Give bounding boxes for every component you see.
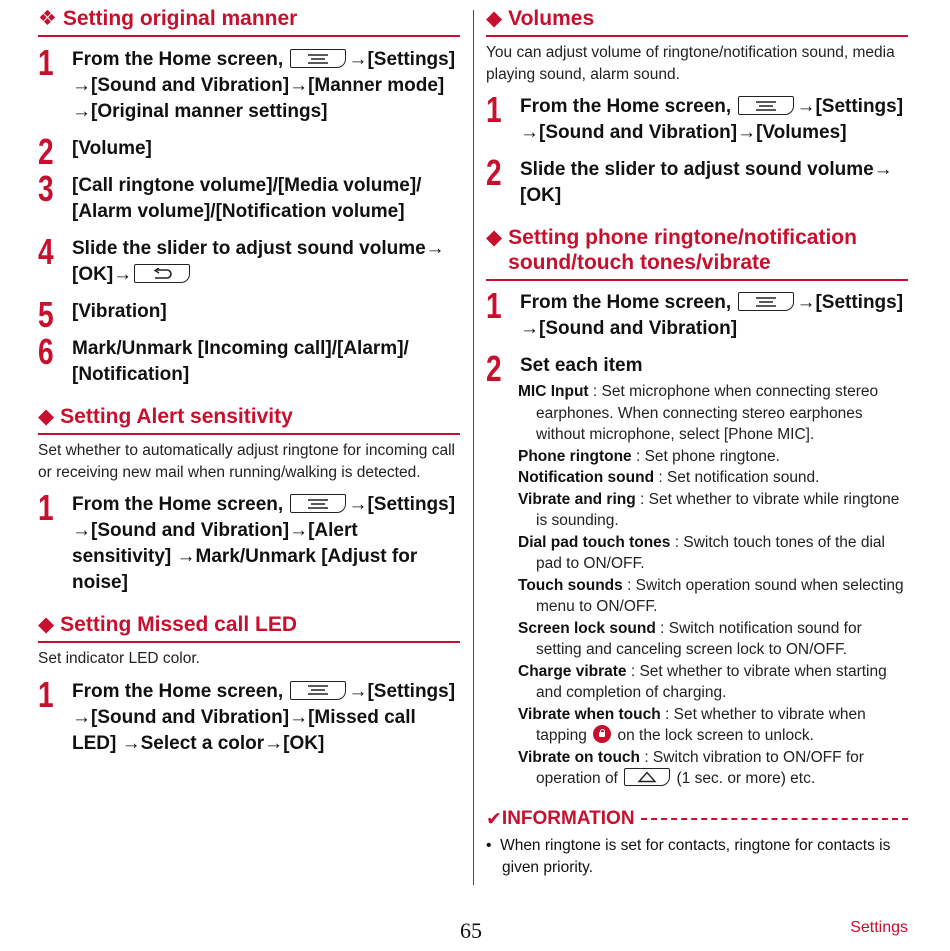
step-1 — [38, 487, 460, 596]
item-term: Vibrate when touch — [518, 705, 661, 723]
item-term: Vibrate and ring — [518, 490, 636, 508]
menu-key-icon — [290, 494, 346, 513]
menu-key-icon — [290, 49, 346, 68]
check-icon: ✔ — [486, 808, 502, 830]
item-term: Screen lock sound — [518, 619, 656, 637]
item-term: Dial pad touch tones — [518, 533, 671, 551]
page-number: 65 — [460, 918, 482, 943]
list-item — [518, 467, 908, 489]
item-desc: : Set notification sound. — [654, 469, 820, 486]
item-term: MIC Input — [518, 383, 589, 400]
item-desc: on the lock screen to unlock. — [613, 727, 814, 744]
item-term: Charge vibrate — [518, 662, 627, 680]
step-text: Slide the slider to adjust sound volume→ [OK] — [520, 159, 893, 206]
item-desc: (1 sec. or more) etc. — [672, 770, 816, 787]
step-1 — [38, 673, 460, 757]
information-text: When ringtone is set for contacts, ringtone for contacts is given priority. — [500, 836, 891, 876]
step-text: →[Settings] →[Sound and Vibration]→[Volumes] — [520, 96, 904, 143]
item-desc: : Switch vibration to ON/OFF for operation of — [536, 748, 864, 787]
step-text: From the Home screen, — [72, 494, 289, 515]
step-text: [Volume] — [72, 138, 152, 159]
menu-key-icon — [290, 681, 346, 700]
step-number: 4 — [38, 231, 54, 272]
item-desc: : Switch operation sound when selecting menu to ON/OFF. — [536, 576, 904, 615]
section-description: Set indicator LED color. — [38, 650, 200, 667]
section-heading-alert — [38, 404, 460, 435]
step-1 — [486, 89, 908, 146]
lock-icon — [593, 725, 611, 743]
step-number: 2 — [486, 348, 502, 389]
step-number: 1 — [38, 42, 54, 83]
step-1 — [38, 42, 460, 125]
step-text: [Call ringtone volume]/[Media volume]/ [Alarm volume]/[Notification volume] — [72, 175, 422, 222]
step-text: →[Settings] →[Sound and Vibration]→[Missed call LED] →Select a color→[OK] — [72, 680, 456, 754]
diamond-cluster-icon: ❖ — [38, 7, 57, 30]
item-term: Phone ringtone — [518, 447, 632, 465]
item-desc: : Set whether to vibrate while ringtone is sounding. — [536, 490, 900, 529]
step-number: 1 — [38, 673, 54, 715]
item-term: Touch sounds — [518, 576, 623, 594]
step-5 — [38, 294, 460, 335]
diamond-icon: ◆ — [38, 405, 55, 428]
step-text: Set each item — [520, 355, 643, 376]
step-text: Mark/Unmark [Incoming call]/[Alarm]/ [Notification] — [72, 338, 409, 385]
step-text: →[Settings] →[Sound and Vibration]→[Alert sensitivity] →Mark/Unmark [Adjust for noise] — [72, 494, 456, 593]
section-description: You can adjust volume of ringtone/notification sound, media playing sound, alarm sound. — [486, 44, 895, 83]
list-item — [518, 661, 908, 704]
step-number: 5 — [38, 294, 54, 335]
step-number: 6 — [38, 331, 54, 372]
information-heading — [486, 808, 908, 831]
section-heading-volumes — [486, 6, 908, 37]
bullet-icon: • — [486, 836, 492, 854]
list-item — [518, 575, 908, 618]
list-item — [518, 704, 908, 747]
list-item — [518, 489, 908, 532]
section-heading-manner — [38, 6, 460, 37]
step-number: 2 — [486, 152, 502, 193]
section-title: Setting Alert sensitivity — [60, 405, 293, 428]
section-title: Setting original manner — [62, 7, 298, 30]
step-text: →[Settings] →[Sound and Vibration]→[Manner mode] →[Original manner settings] — [72, 49, 456, 122]
home-key-icon — [624, 768, 670, 786]
information-note — [486, 835, 908, 879]
step-2 — [486, 348, 908, 389]
column-divider — [473, 10, 474, 885]
information-title: INFORMATION — [501, 808, 635, 829]
section-heading-ringtone — [486, 225, 908, 281]
step-1 — [486, 285, 908, 342]
item-desc: : Set microphone when connecting stereo earphones. When connecting stereo earphones without microphone, select [Phone MIC]. — [536, 383, 879, 443]
item-desc: : Set phone ringtone. — [631, 447, 780, 465]
list-item — [518, 747, 908, 790]
step-text: From the Home screen, — [72, 49, 289, 70]
section-title: Setting Missed call LED — [60, 613, 298, 636]
section-title: Setting phone ringtone/notification sound/touch tones/vibrate — [508, 226, 857, 274]
item-term: Notification sound — [518, 469, 655, 486]
step-text: Slide the slider to adjust sound volume→ [OK]→ — [72, 238, 445, 285]
step-text: From the Home screen, — [520, 96, 737, 117]
section-heading-led — [38, 612, 460, 643]
right-column — [486, 0, 908, 879]
list-item — [518, 446, 908, 468]
item-desc: : Set whether to vibrate when tapping — [536, 705, 866, 744]
back-key-icon — [134, 264, 190, 283]
list-item — [518, 381, 908, 446]
step-4 — [38, 231, 460, 288]
step-6 — [38, 331, 460, 388]
step-number: 1 — [38, 487, 54, 528]
dashed-rule — [641, 818, 908, 820]
step-text: →[Settings] →[Sound and Vibration] — [520, 292, 904, 339]
diamond-icon: ◆ — [486, 7, 503, 30]
list-item — [518, 618, 908, 661]
footer-section-label: Settings — [850, 919, 908, 936]
step-text: From the Home screen, — [520, 292, 737, 313]
menu-key-icon — [738, 96, 794, 115]
step-number: 2 — [38, 131, 54, 172]
step-text: [Vibration] — [72, 301, 167, 322]
item-term: Vibrate on touch — [518, 748, 641, 766]
step-text: From the Home screen, — [72, 680, 289, 702]
step-2 — [38, 131, 460, 172]
section-title: Volumes — [508, 7, 595, 30]
step-3 — [38, 168, 460, 225]
step-number: 1 — [486, 285, 502, 326]
item-desc: : Switch notification sound for setting and canceling screen lock to ON/OFF. — [536, 619, 862, 658]
left-column — [38, 0, 460, 757]
item-desc: : Set whether to vibrate when starting and completion of charging. — [536, 662, 887, 701]
item-desc: : Switch touch tones of the dial pad to ON/OFF. — [536, 533, 885, 572]
step-2 — [486, 152, 908, 209]
list-item — [518, 532, 908, 575]
step-number: 1 — [486, 89, 502, 130]
section-description: Set whether to automatically adjust ringtone for incoming call or receiving new mail when running/walking is detected. — [38, 442, 455, 481]
step-number: 3 — [38, 168, 54, 209]
diamond-icon: ◆ — [486, 226, 503, 249]
settings-item-list — [518, 381, 908, 790]
diamond-icon: ◆ — [38, 613, 55, 636]
menu-key-icon — [738, 292, 794, 311]
